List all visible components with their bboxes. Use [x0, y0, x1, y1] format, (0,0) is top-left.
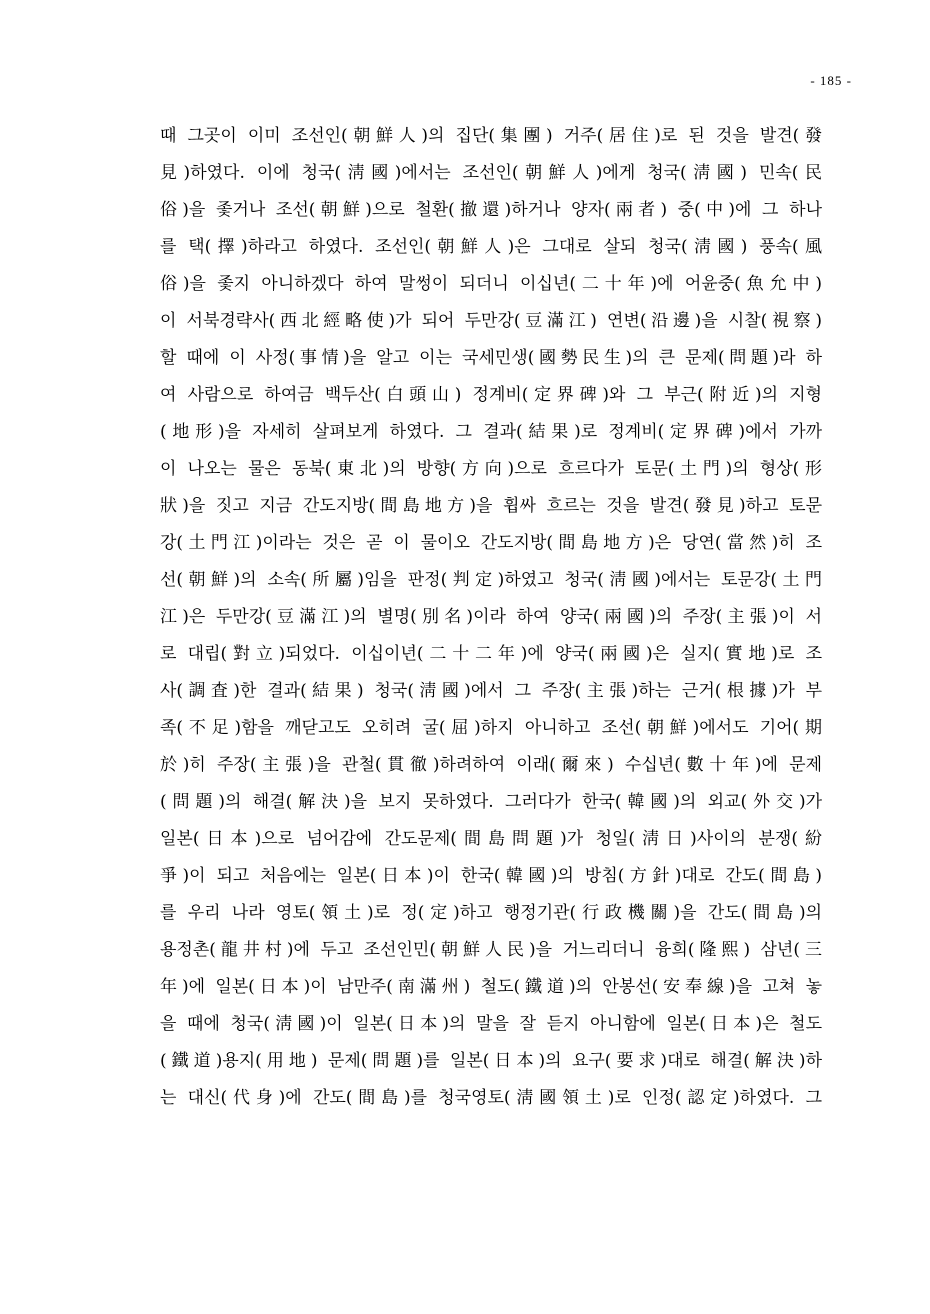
text-line: (地形)을 자세히 살펴보게 하였다. 그 결과(結果)로 정계비(定界碑)에서 가까: [160, 422, 822, 442]
text-line: 於)히 주장(主張)을 관철(貫徹)하려하여 이래(爾來) 수십년(數十年)에 문제: [160, 755, 822, 775]
body-text: [160, 118, 822, 1117]
text-line: (問題)의 해결(解決)을 보지 못하였다. 그러다가 한국(韓國)의 외교(外交)가: [160, 792, 822, 812]
text-line: 선(朝鮮)의 소속(所屬)임을 판정(判定)하였고 청국(淸國)에서는 토문강(土門: [160, 570, 822, 590]
text-line: 年)에 일본(日本)이 남만주(南滿州) 철도(鐵道)의 안봉선(安奉線)을 고쳐 놓: [160, 977, 822, 997]
text-line: 강(土門江)이라는 것은 곧 이 물이오 간도지방(間島地方)은 당연(當然)히 조: [160, 533, 822, 553]
text-line: 狀)을 짓고 지금 간도지방(間島地方)을 휩싸 흐르는 것을 발견(發見)하고 토문: [160, 496, 822, 516]
text-line: 을 때에 청국(淸國)이 일본(日本)의 말을 잘 듣지 아니함에 일본(日本)은 철도: [160, 1014, 822, 1034]
page-number: - 185 -: [810, 73, 852, 88]
text-line: 일본(日本)으로 넘어감에 간도문제(間島問題)가 청일(淸日)사이의 분쟁(紛: [160, 829, 822, 849]
text-line: 용정촌(龍井村)에 두고 조선인민(朝鮮人民)을 거느리더니 융희(隆熙) 삼년(三: [160, 940, 822, 960]
text-line: 여 사람으로 하여금 백두산(白頭山) 정계비(定界碑)와 그 부근(附近)의 지형: [160, 385, 822, 405]
text-line: 이 나오는 물은 동북(東北)의 방향(方向)으로 흐르다가 토문(土門)의 형상(形: [160, 459, 822, 479]
text-line: 俗)을 좇지 아니하겠다 하여 말썽이 되더니 이십년(二十年)에 어윤중(魚允中): [160, 274, 822, 294]
text-line: 족(不足)함을 깨닫고도 오히려 굴(屈)하지 아니하고 조선(朝鮮)에서도 기어(期: [160, 718, 822, 738]
text-line: 見)하였다. 이에 청국(淸國)에서는 조선인(朝鮮人)에게 청국(淸國) 민속(民: [160, 163, 822, 183]
text-line: (鐵道)용지(用地) 문제(問題)를 일본(日本)의 요구(要求)대로 해결(解決)하: [160, 1051, 822, 1071]
text-line: 는 대신(代身)에 간도(間島)를 청국영토(淸國領土)로 인정(認定)하였다. 그: [160, 1088, 822, 1108]
text-line: 이 서북경략사(西北經略使)가 되어 두만강(豆滿江) 연변(沿邊)을 시찰(視察): [160, 311, 822, 331]
text-line: 때 그곳이 이미 조선인(朝鮮人)의 집단(集團) 거주(居住)로 된 것을 발견(發: [160, 126, 822, 146]
text-line: 를 택(擇)하라고 하였다. 조선인(朝鮮人)은 그대로 살되 청국(淸國) 풍속(風: [160, 237, 822, 257]
text-line: 할 때에 이 사정(事情)을 알고 이는 국세민생(國勢民生)의 큰 문제(問題)라 하: [160, 348, 822, 368]
text-line: 를 우리 나라 영토(領土)로 정(定)하고 행정기관(行政機關)을 간도(間島)의: [160, 903, 822, 923]
text-line: 江)은 두만강(豆滿江)의 별명(別名)이라 하여 양국(兩國)의 주장(主張)이 서: [160, 607, 822, 627]
text-line: 로 대립(對立)되었다. 이십이년(二十二年)에 양국(兩國)은 실지(實地)로 조: [160, 644, 822, 664]
text-line: 爭)이 되고 처음에는 일본(日本)이 한국(韓國)의 방침(方針)대로 간도(間島): [160, 866, 822, 886]
text-line: 俗)을 좇거나 조선(朝鮮)으로 철환(撤還)하거나 양자(兩者) 중(中)에 그 하나: [160, 200, 822, 220]
text-line: 사(調査)한 결과(結果) 청국(淸國)에서 그 주장(主張)하는 근거(根據)가 부: [160, 681, 822, 701]
